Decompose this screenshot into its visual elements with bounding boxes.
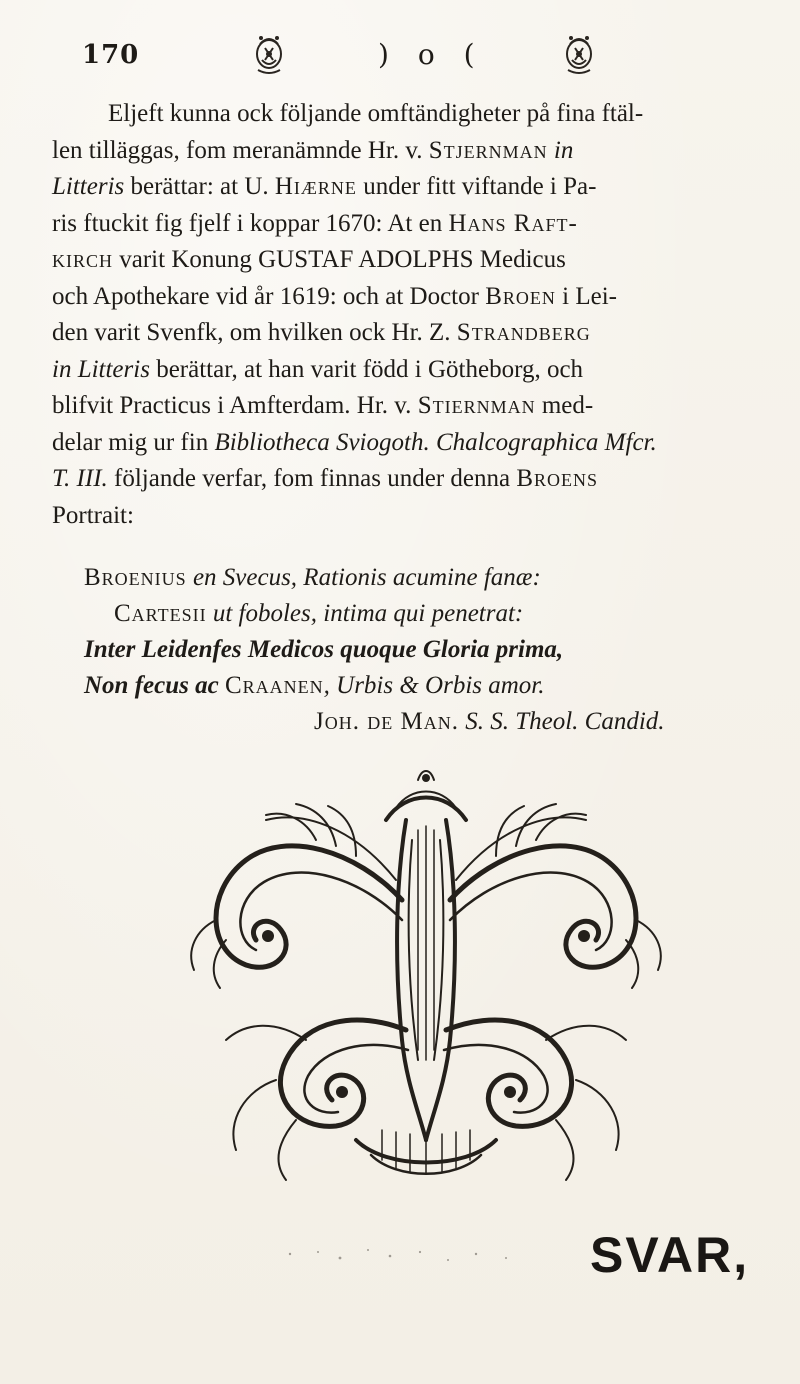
text-line: in Litteris berättar, at han varit född i Götheborg, och [52, 355, 584, 383]
portrait-verse [52, 560, 772, 740]
text-line: kirch varit Konung GUSTAF ADOLPHS Medicus [52, 246, 566, 273]
catchword: SVAR, [590, 1227, 750, 1283]
header-mark: ) o ( [378, 38, 485, 71]
verse-signature: Joh. de Man. S. S. Theol. Candid. [314, 708, 665, 735]
text-line: Portrait: [52, 501, 134, 529]
acanthus-scroll-vignette [156, 760, 696, 1190]
text-line: delar mig ur fin Bibliotheca Sviogoth. Chalcographica Mfcr. [52, 428, 657, 456]
verse-line: Broenius en Svecus, Rationis acumine fanæ: [84, 564, 541, 591]
fleuron-icon [246, 30, 292, 76]
verse-line: Inter Leidenfes Medicos quoque Gloria prima, [84, 636, 564, 663]
text-line: och Apothekare vid år 1619: och at Doctor Broen i Lei- [52, 282, 617, 310]
fleuron-icon [556, 30, 602, 76]
text-line: len tilläggas, fom meranämnde Hr. v. Stjernman in [52, 136, 574, 164]
text-line: T. III. följande verfar, fom finnas under denna Broens [52, 465, 599, 492]
print-specks [280, 1240, 530, 1270]
page-header [0, 30, 800, 80]
verse-line: Cartesii ut foboles, intima qui penetrat: [114, 600, 524, 627]
text-line: den varit Svenfk, om hvilken ock Hr. Z. Strandberg [52, 319, 591, 346]
body-paragraph [52, 96, 760, 534]
text-line: ris ftuckit fig fjelf i koppar 1670: At en Hans Raft- [52, 209, 578, 237]
text-line: Litteris berättar: at U. Hiærne under fitt viftande i Pa- [52, 173, 597, 200]
text-line: blifvit Practicus i Amfterdam. Hr. v. Stiernman med- [52, 392, 594, 419]
verse-line: Non fecus ac Craanen, Urbis & Orbis amor. [84, 672, 545, 699]
text-line: Eljeft kunna ock följande omftändigheter på fina ftäl- [108, 100, 644, 127]
page-number: 170 [82, 40, 140, 70]
